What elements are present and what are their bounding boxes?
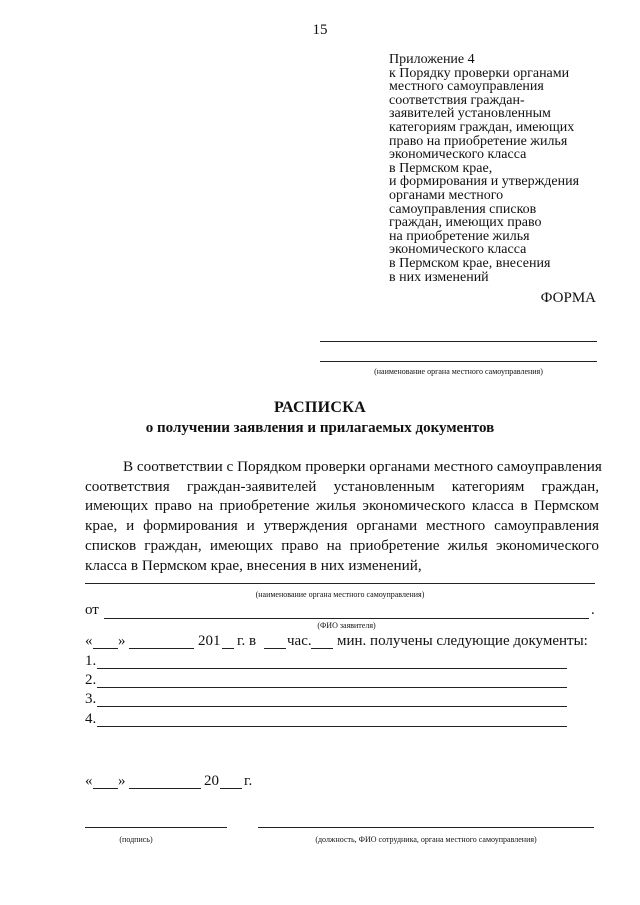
doc-item-number: 4. [85, 711, 97, 727]
appendix-line: в Пермском крае, внесения [389, 255, 551, 271]
paragraph-line: В соответствии с Порядком проверки органами местного самоуправления [123, 458, 602, 475]
received-year-suffix: г. в [237, 633, 257, 649]
appendix-line: в них изменений [389, 269, 489, 285]
from-end-dot: . [591, 602, 595, 618]
appendix-line: соответствия граждан- [389, 92, 525, 108]
appendix-line: граждан, имеющих право [389, 215, 542, 231]
applicant-name-caption: (ФИО заявителя) [317, 621, 376, 630]
body-paragraph [85, 457, 602, 575]
received-quote-close: » [118, 633, 126, 649]
appendix-line: категориям граждан, имеющих [389, 119, 575, 135]
date-year-prefix: 20 [204, 773, 219, 789]
form-label: ФОРМА [540, 290, 596, 306]
received-day-field[interactable] [93, 648, 118, 649]
appendix-line: экономического класса [389, 147, 527, 163]
doc-item-line-2[interactable] [97, 687, 567, 688]
appendix-line: самоуправления списков [389, 201, 537, 217]
received-month-field[interactable] [129, 648, 194, 649]
appendix-line: и формирования и утверждения [389, 174, 580, 190]
received-quote-open: « [85, 633, 93, 649]
received-year-field[interactable] [222, 648, 234, 649]
doc-item-number: 1. [85, 653, 97, 669]
paragraph-line: списков граждан, имеющих право на приобретение жилья экономического [85, 536, 599, 554]
paragraph-line: имеющих право на приобретение жилья экономического класса в Пермском [85, 497, 599, 515]
appendix-line: заявителей установленным [389, 106, 551, 122]
organ-name-line-1[interactable] [320, 341, 597, 342]
date-day-field[interactable] [93, 788, 118, 789]
appendix-line: в Пермском крае, [389, 160, 493, 176]
doc-item-number: 3. [85, 691, 97, 707]
page-number: 15 [312, 22, 328, 38]
received-hour-field[interactable] [264, 648, 286, 649]
paragraph-line: крае, и формирования и утверждения органами местного самоуправления [85, 517, 599, 535]
date-quote-open: « [85, 773, 93, 789]
document-subtitle: о получении заявления и прилагаемых документов [145, 420, 495, 436]
date-year-suffix: г. [244, 773, 253, 789]
received-minutes-text: мин. получены следующие документы: [337, 633, 588, 649]
appendix-line: право на приобретение жилья [389, 133, 568, 149]
organ-name-field-caption: (наименование органа местного самоуправления) [255, 590, 425, 599]
organ-name-line-2[interactable] [320, 361, 597, 362]
paragraph-line: класса в Пермском крае, внесения в них изменений, [85, 556, 422, 574]
appendix-line: местного самоуправления [389, 79, 544, 95]
document-title: РАСПИСКА [273, 399, 367, 416]
date-quote-close: » [118, 773, 126, 789]
from-label: от [85, 602, 99, 618]
official-caption: (должность, ФИО сотрудника, органа местного самоуправления) [315, 835, 537, 844]
appendix-line: органами местного [389, 187, 504, 203]
received-minute-field[interactable] [311, 648, 333, 649]
doc-item-line-4[interactable] [97, 726, 567, 727]
doc-item-line-3[interactable] [97, 706, 567, 707]
appendix-line: к Порядку проверки органами [389, 65, 570, 81]
official-line[interactable] [258, 827, 594, 828]
signature-caption: (подпись) [119, 835, 153, 844]
appendix-header [389, 53, 629, 284]
organ-name-caption: (наименование органа местного самоуправления) [374, 367, 543, 376]
organ-name-field-line[interactable] [85, 583, 595, 584]
appendix-line: экономического класса [389, 242, 527, 258]
appendix-line: Приложение 4 [389, 52, 475, 67]
date-year-field[interactable] [220, 788, 242, 789]
received-hour-label: час. [287, 633, 312, 649]
signature-line[interactable] [85, 827, 227, 828]
date-month-field[interactable] [129, 788, 201, 789]
applicant-name-line[interactable] [104, 618, 589, 619]
appendix-line: на приобретение жилья [389, 228, 530, 244]
received-year-prefix: 201 [198, 633, 221, 649]
doc-item-line-1[interactable] [97, 668, 567, 669]
doc-item-number: 2. [85, 672, 97, 688]
paragraph-line: соответствия граждан-заявителей установленным категориям граждан, [85, 477, 599, 495]
